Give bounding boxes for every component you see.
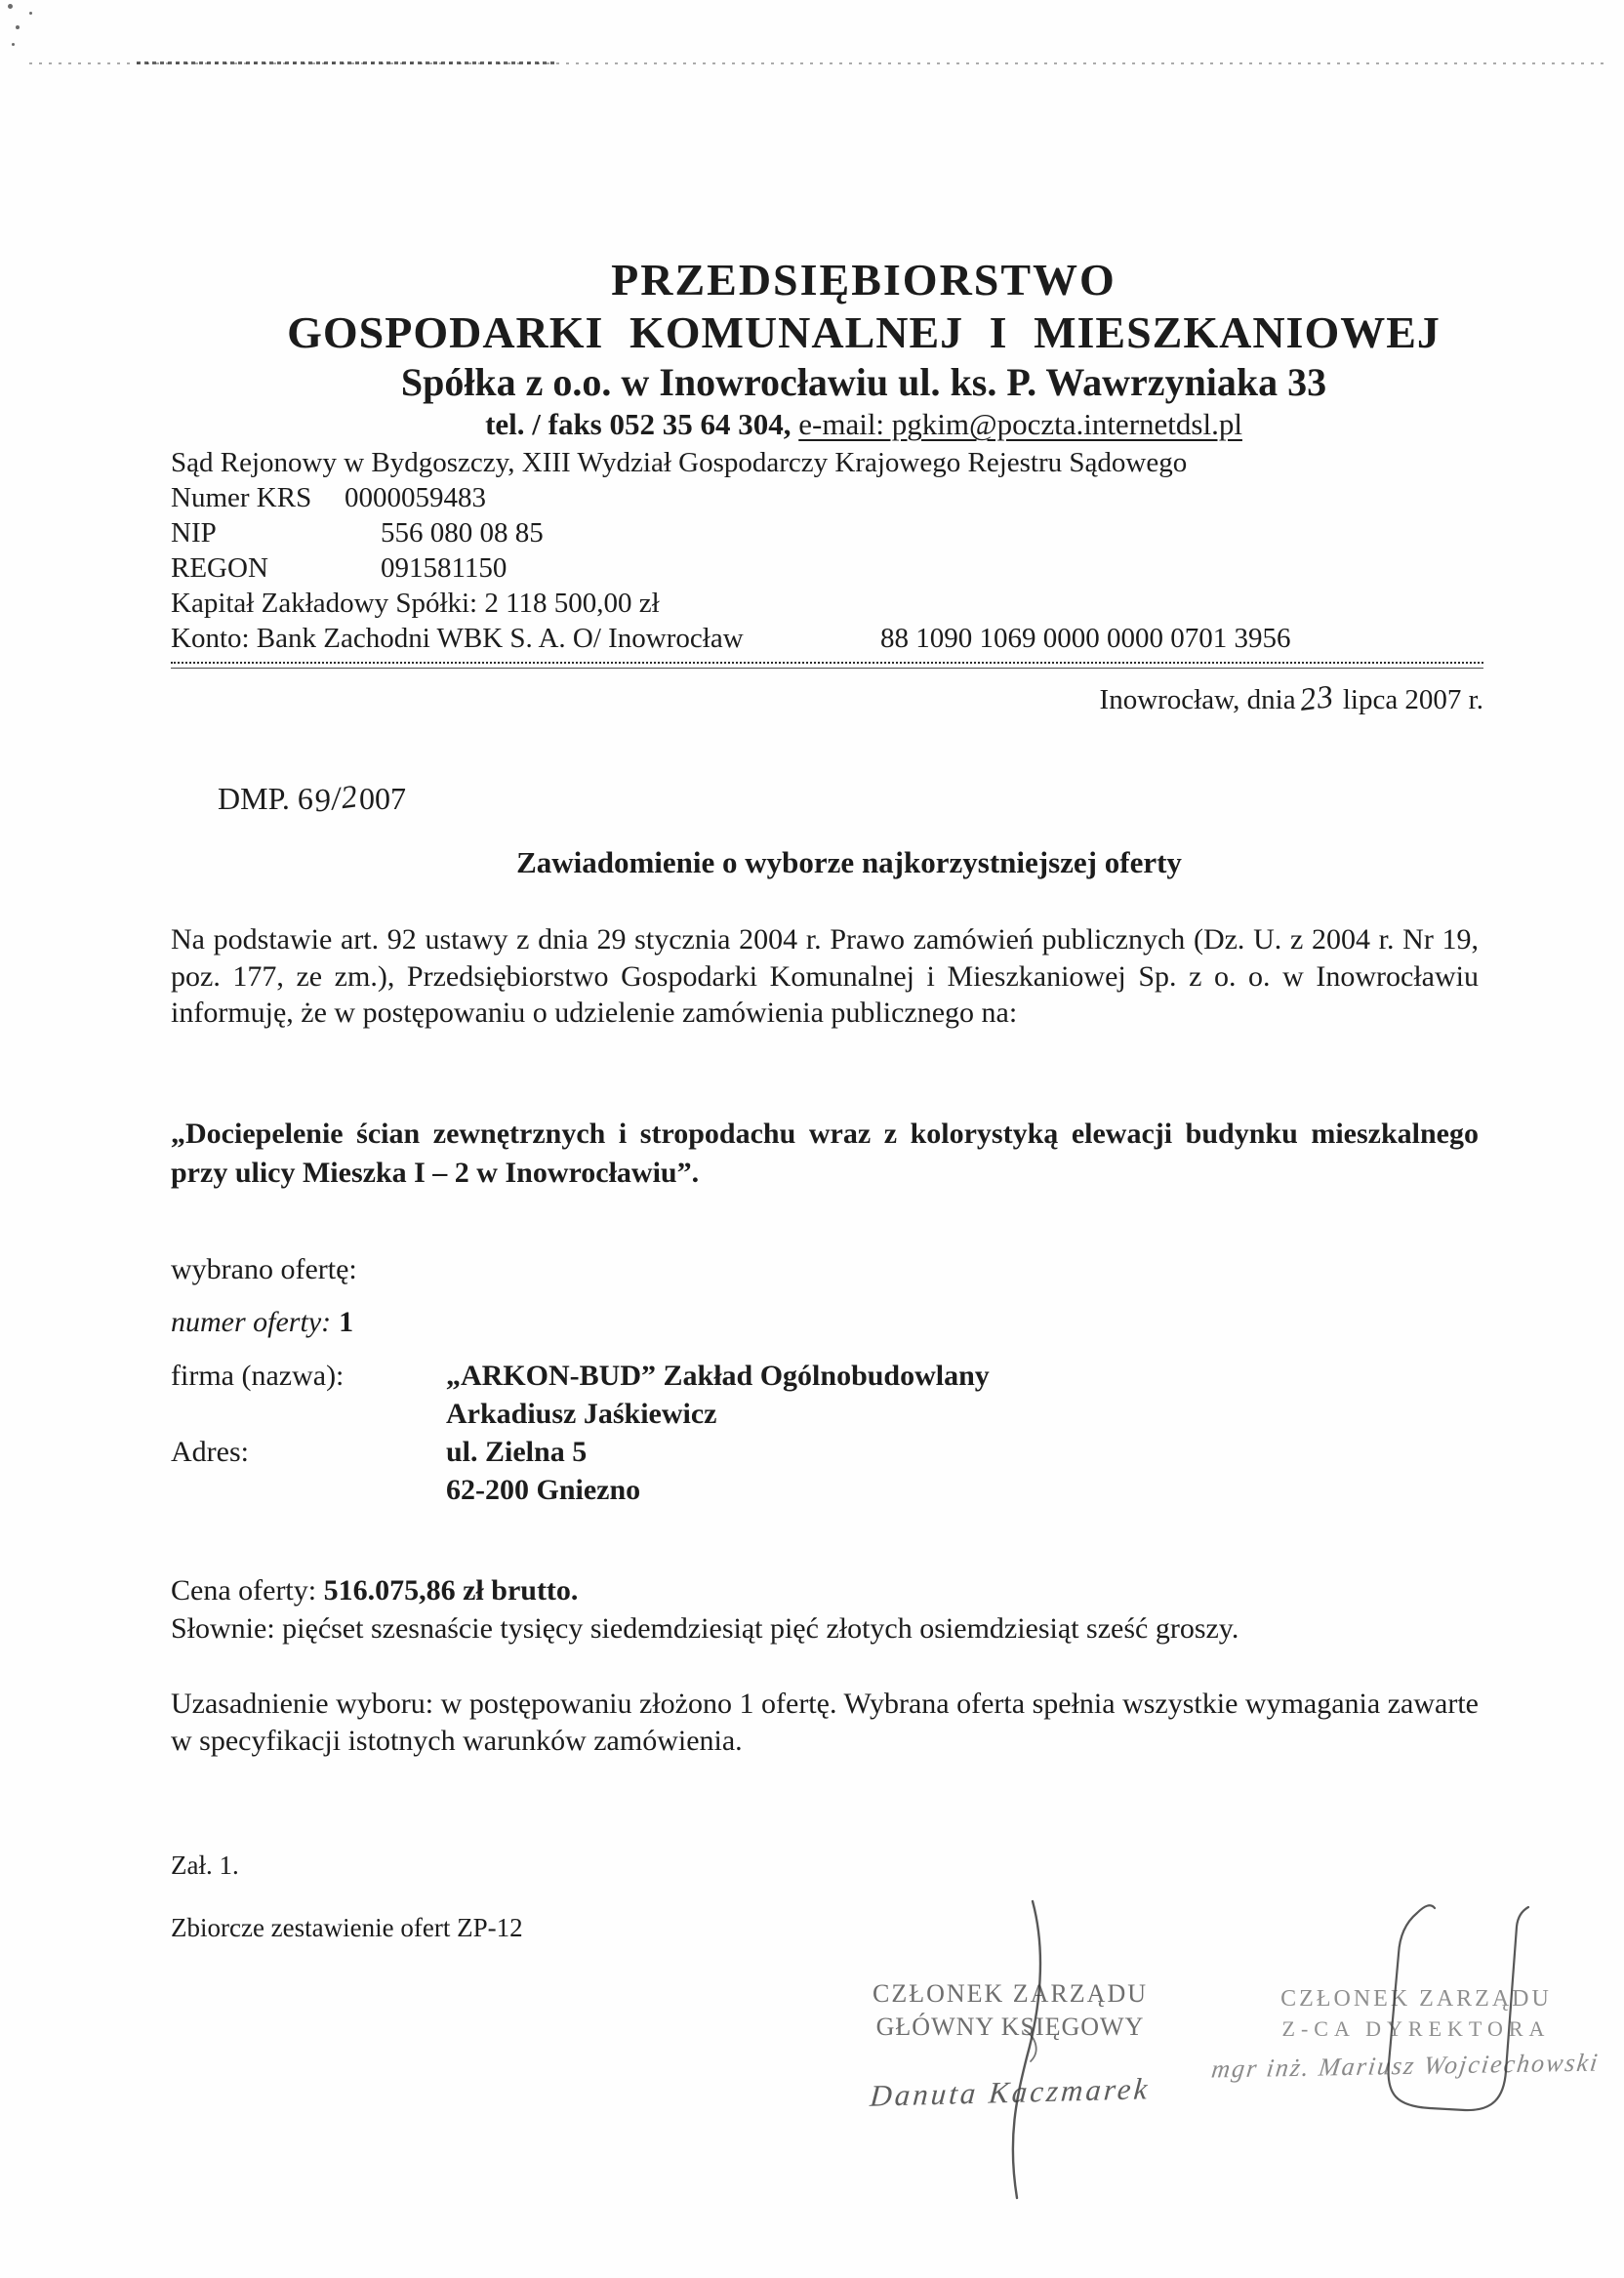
registry-court: Sąd Rejonowy w Bydgoszczy, XIII Wydział Gospodarczy Krajowego Rejestru Sądowego [171, 447, 1188, 478]
regon-value: 091581150 [381, 552, 508, 584]
nip-value: 556 080 08 85 [381, 517, 544, 549]
scan-artifact-line-dark [137, 61, 556, 64]
firm-name-row [171, 1357, 1483, 1395]
reference-handwritten-part: 9/2 [311, 779, 360, 820]
offer-number-value: 1 [339, 1306, 354, 1338]
stamp-right [1265, 1983, 1567, 2044]
company-contact-line [185, 406, 1542, 443]
company-name-line2: GOSPODARKI KOMUNALNEJ I MIESZKANIOWEJ [287, 307, 1441, 357]
registry-regon [171, 550, 1483, 586]
stamp-left [839, 1977, 1181, 2044]
scan-speck [29, 12, 32, 15]
attachment-list: Zbiorcze zestawienie ofert ZP-12 [171, 1913, 523, 1942]
justification-paragraph: Uzasadnienie wyboru: w postępowaniu złożono 1 ofertę. Wybrana oferta spełnia wszystkie wymagania zawarte w specyfikacji istotnych warunków zamówienia. [171, 1688, 1479, 1757]
price-block [171, 1571, 1479, 1647]
regon-label: REGON [171, 552, 268, 584]
registry-nip [171, 515, 1483, 550]
bank-account-number: 88 1090 1069 0000 0000 0701 3956 [880, 623, 1291, 654]
firm-address-row1 [171, 1433, 1483, 1471]
krs-label: Numer KRS [171, 482, 312, 513]
registry-krs [171, 480, 1483, 515]
contract-subject: „Dociepelenie ścian zewnętrznych i stropodachu wraz z kolorystyką elewacji budynku mieszkalnego przy ulicy Mieszka I – 2 w Inowrocławiu”. [171, 1118, 1479, 1189]
company-address-line: Spółka z o.o. w Inowrocławiu ul. ks. P. Wawrzyniaka 33 [400, 360, 1327, 404]
reference-prefix: DMP. 6 [218, 781, 313, 816]
firm-person-row [171, 1395, 1483, 1433]
stamp-right-role2: Z-CA DYREKTORA [1281, 2016, 1551, 2041]
letterhead [185, 254, 1542, 443]
signature-name-right: mgr inż. Mariusz Wojciechowski [1209, 2048, 1602, 2084]
stamp-left-role2: GŁÓWNY KSIĘGOWY [875, 2013, 1145, 2041]
reference-suffix: 007 [358, 781, 406, 816]
registry-bank-account [171, 621, 1483, 656]
krs-value: 0000059483 [345, 482, 486, 513]
document-title: Zawiadomienie o wyborze najkorzystniejszej oferty [516, 845, 1182, 879]
offer-number-row [171, 1306, 353, 1339]
registry-capital: Kapitał Zakładowy Spółki: 2 118 500,00 zł [171, 588, 660, 619]
stamp-left-role1: CZŁONEK ZARZĄDU [872, 1979, 1149, 2008]
chosen-offer-label: wybrano ofertę: [171, 1253, 357, 1285]
price-in-words: Słownie: pięćset szesnaście tysięcy siedemdziesiąt pięć złotych osiemdziesiąt sześć groszy. [171, 1612, 1239, 1645]
price-row [171, 1571, 1479, 1609]
reference-number [218, 781, 406, 818]
scan-speck [12, 43, 15, 46]
winning-firm-block [171, 1357, 1483, 1509]
dotted-separator [171, 662, 1483, 669]
price-value: 516.075,86 zł brutto. [323, 1574, 579, 1607]
email-address: e-mail: pgkim@poczta.internetdsl.pl [798, 407, 1242, 441]
signature-stroke-left [1013, 1901, 1040, 2198]
handwritten-day: 23 [1297, 679, 1336, 719]
address-city: 62-200 Gniezno [446, 1474, 641, 1506]
signature-name-left: Danuta Kaczmarek [869, 2071, 1152, 2113]
company-registry-details [171, 445, 1483, 656]
intro-paragraph: Na podstawie art. 92 ustawy z dnia 29 stycznia 2004 r. Prawo zamówień publicznych (Dz. U. z 2004 r. Nr 19, poz. 177, ze zm.), Przedsiębiorstwo Gospodarki Komunalnej i Mieszkaniowej Sp. z o. o. w Inowrocławiu informuję, że w postępowaniu o udzielenie zamówienia publicznego na: [171, 923, 1479, 1029]
address-street: ul. Zielna 5 [446, 1436, 588, 1468]
scan-speck [16, 25, 20, 29]
stamp-right-role1: CZŁONEK ZARZĄDU [1280, 1986, 1552, 2012]
scan-speck [8, 4, 13, 9]
company-name-line1: PRZEDSIĘBIORSTWO [611, 255, 1116, 305]
dateline-suffix: lipca 2007 r. [1335, 684, 1483, 715]
dateline-prefix: Inowrocław, dnia [1099, 684, 1296, 715]
firm-name: „ARKON-BUD” Zakład Ogólnobudowlany [446, 1360, 990, 1392]
phone-fax: tel. / faks 052 35 64 304, [485, 407, 799, 441]
offer-number-label: numer oferty: [171, 1306, 332, 1338]
firm-label: firma (nazwa): [171, 1360, 345, 1392]
firm-address-row2 [171, 1471, 1483, 1509]
dateline [171, 681, 1483, 717]
bank-label: Konto: Bank Zachodni WBK S. A. O/ Inowrocław [171, 623, 744, 654]
price-label: Cena oferty: [171, 1574, 324, 1607]
attachment-label: Zał. 1. [171, 1851, 239, 1880]
firm-person: Arkadiusz Jaśkiewicz [446, 1398, 717, 1430]
nip-label: NIP [171, 517, 217, 549]
address-label: Adres: [171, 1436, 249, 1468]
